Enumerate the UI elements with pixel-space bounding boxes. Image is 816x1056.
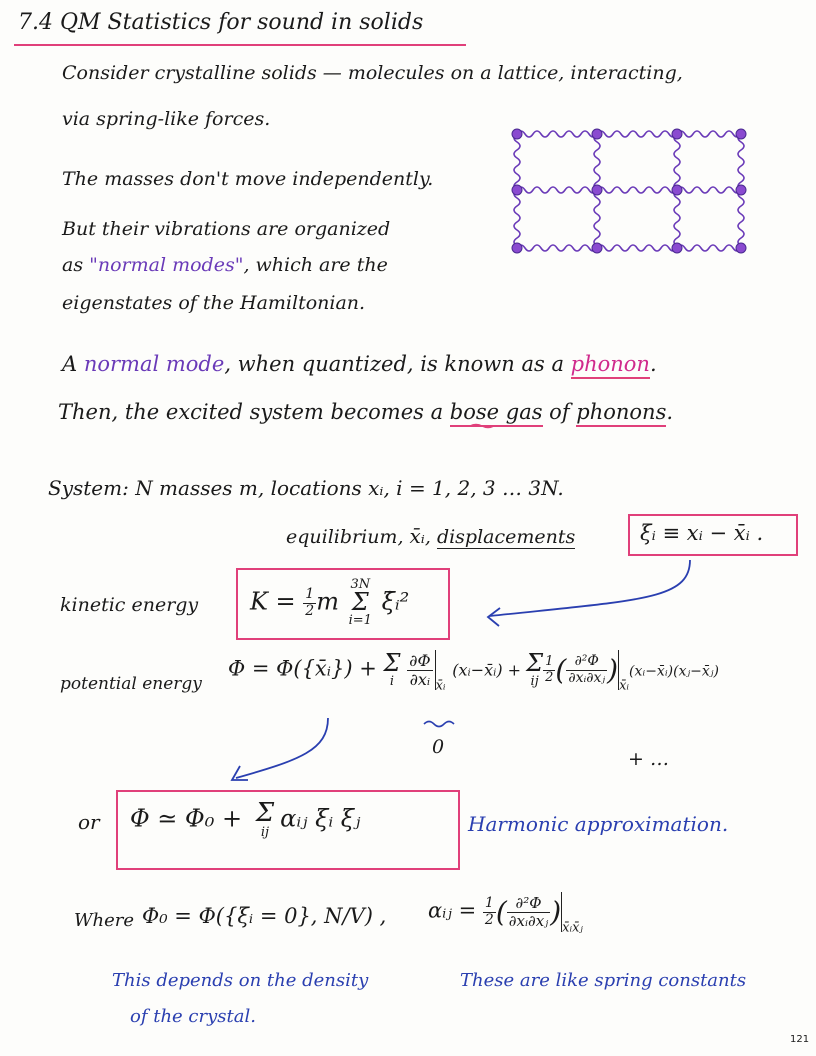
eval-point-1: x̄ᵢ bbox=[435, 678, 446, 694]
mass bbox=[512, 185, 522, 195]
sum-index-2: ij bbox=[530, 673, 539, 689]
frac-den: 2 bbox=[484, 911, 494, 928]
arrow-head-harmonic bbox=[232, 766, 248, 780]
phonon-line-2-a: Then, the excited system becomes a bbox=[58, 400, 450, 424]
mass bbox=[592, 129, 602, 139]
harmonic-term: αᵢⱼ ξᵢ ξⱼ bbox=[280, 804, 361, 833]
sum-index: i bbox=[389, 673, 395, 689]
harmonic-equation bbox=[130, 800, 360, 840]
intro-line-5-a: as bbox=[62, 254, 90, 276]
section-title: 7.4 QM Statistics for sound in solids bbox=[18, 10, 424, 35]
normal-mode-term: normal mode bbox=[83, 352, 225, 376]
higher-order-terms: + … bbox=[628, 748, 669, 770]
phonon-line-2 bbox=[58, 400, 673, 424]
phonon-line-1-a: A bbox=[62, 352, 84, 376]
mass bbox=[672, 243, 682, 253]
arrow-to-harmonic bbox=[236, 718, 328, 778]
spring bbox=[597, 131, 677, 137]
intro-line-5 bbox=[62, 254, 388, 276]
potential-term-1: (xᵢ−x̄ᵢ) + bbox=[452, 660, 527, 680]
system-line-2 bbox=[286, 524, 575, 548]
potential-label: potential energy bbox=[60, 674, 202, 694]
mass bbox=[592, 185, 602, 195]
x-bar-symbol: x̄ᵢ bbox=[409, 524, 425, 548]
spring bbox=[594, 134, 600, 190]
kinetic-lhs: K = bbox=[250, 587, 304, 616]
potential-lhs: Φ = Φ({x̄ᵢ}) + bbox=[228, 656, 384, 681]
spring bbox=[594, 190, 600, 249]
where-label: Where bbox=[74, 910, 135, 931]
alpha-definition: αᵢⱼ = $\frac{1}{2}$ ( $\frac{\text{∂²Φ}}{\text{∂xᵢ∂xⱼ}}$ )$_{x̄ᵢx̄ⱼ}$ bbox=[428, 894, 583, 936]
sum-lower: i=1 bbox=[348, 612, 372, 628]
system-line-2-b: , bbox=[424, 526, 437, 548]
mass bbox=[672, 185, 682, 195]
spring bbox=[677, 131, 741, 137]
intro-line-2: via spring-like forces. bbox=[62, 108, 271, 130]
displacements-term: displacements bbox=[436, 526, 576, 548]
title-underline bbox=[14, 44, 466, 46]
potential-term-2: (xᵢ−x̄ᵢ)(xⱼ−x̄ⱼ) bbox=[629, 663, 719, 680]
system-line-1-b: , i = 1, 2, 3 … 3N. bbox=[383, 476, 564, 500]
spring bbox=[738, 190, 744, 249]
spring bbox=[674, 190, 680, 249]
kinetic-mass: m bbox=[316, 587, 339, 616]
intro-line-1: Consider crystalline solids — molecules on a lattice, interacting, bbox=[62, 62, 683, 84]
zero-squiggle bbox=[424, 722, 454, 727]
phonon-term: phonon bbox=[571, 352, 650, 379]
intro-line-5-c: , which are the bbox=[243, 254, 388, 276]
frac-num: 1 bbox=[305, 586, 315, 603]
kinetic-equation bbox=[250, 578, 409, 628]
phonon-line-1 bbox=[62, 352, 657, 376]
bose-gas-term: bose gas bbox=[450, 400, 543, 427]
alpha-eval-point: x̄ᵢx̄ⱼ bbox=[562, 920, 583, 936]
deriv2-num: ∂²Φ bbox=[507, 895, 550, 913]
page-number: 121 bbox=[790, 1034, 810, 1045]
arrow-head-kinetic bbox=[488, 608, 500, 626]
first-order-zero: 0 bbox=[432, 736, 445, 758]
phonon-line-2-b: of bbox=[542, 400, 577, 424]
alpha-half bbox=[483, 896, 496, 928]
sum-index: ij bbox=[260, 825, 270, 840]
phonon-line-1-b: , when quantized, is known as a bbox=[224, 352, 571, 376]
lattice-diagram bbox=[505, 120, 755, 270]
mass bbox=[672, 129, 682, 139]
spring bbox=[597, 187, 677, 193]
spring bbox=[517, 245, 597, 251]
frac-num: 1 bbox=[545, 654, 554, 670]
deriv2-den: ∂xᵢ∂xⱼ bbox=[508, 911, 549, 930]
mass bbox=[736, 243, 746, 253]
harmonic-label: Harmonic approximation. bbox=[468, 812, 729, 836]
system-line-2-a: equilibrium, bbox=[286, 526, 410, 548]
frac-num: 1 bbox=[484, 895, 494, 912]
deriv2-den: ∂xᵢ∂xⱼ bbox=[568, 669, 606, 686]
deriv2-num: ∂²Φ bbox=[566, 654, 607, 670]
sum-upper: 3N bbox=[350, 577, 371, 592]
mass bbox=[736, 129, 746, 139]
potential-half bbox=[543, 655, 555, 685]
density-note-2: of the crystal. bbox=[130, 1006, 256, 1027]
kinetic-label: kinetic energy bbox=[60, 594, 199, 616]
frac-den: 2 bbox=[545, 669, 554, 685]
x-i-symbol: xᵢ bbox=[368, 476, 384, 500]
intro-line-4: But their vibrations are organized bbox=[62, 218, 391, 240]
deriv-num: ∂Φ bbox=[409, 650, 431, 670]
intro-line-6: eigenstates of the Hamiltonian. bbox=[62, 292, 366, 314]
spring bbox=[597, 245, 677, 251]
phonon-line-2-c: . bbox=[666, 400, 674, 424]
mass bbox=[592, 243, 602, 253]
mass bbox=[512, 129, 522, 139]
intro-line-3: The masses don't move independently. bbox=[62, 168, 434, 190]
alpha-lhs: αᵢⱼ = bbox=[428, 898, 483, 923]
alpha-second-derivative bbox=[507, 895, 550, 929]
spring bbox=[517, 187, 597, 193]
spring bbox=[514, 190, 520, 249]
potential-sum-2: Σ ij bbox=[526, 648, 544, 689]
sum-symbol: Σ bbox=[383, 648, 401, 677]
displacement-definition: ξᵢ ≡ xᵢ − x̄ᵢ . bbox=[640, 521, 764, 545]
spring bbox=[677, 245, 741, 251]
deriv-den: ∂xᵢ bbox=[409, 669, 431, 689]
normal-modes-term: "normal modes" bbox=[89, 254, 244, 276]
or-label: or bbox=[78, 810, 100, 834]
spring bbox=[738, 134, 744, 190]
phi0-definition: Φ₀ = Φ({ξᵢ = 0}, N/V) , bbox=[142, 904, 387, 928]
kinetic-half bbox=[303, 587, 316, 619]
mass bbox=[736, 185, 746, 195]
spring bbox=[674, 134, 680, 190]
harmonic-lhs: Φ ≃ Φ₀ + bbox=[130, 804, 250, 833]
potential-first-derivative bbox=[407, 652, 432, 688]
frac-den: 2 bbox=[305, 602, 315, 619]
potential-sum-1 bbox=[383, 648, 401, 689]
spring bbox=[517, 131, 597, 137]
potential-equation: Φ = Φ({x̄ᵢ}) + Σ i $\frac{\partial\Phi}{\text{∂xᵢ}}$ $_{x̄ᵢ}$ (xᵢ−x̄ᵢ) + Σ ij $\frac{1}{2}$ ( $\frac{\text{∂²Φ}}{\text{∂xᵢ∂xⱼ}}$ )$_{x̄ᵢ}(xᵢ-x̄ᵢ)(xⱼ-x̄ⱼ)$ bbox=[228, 648, 719, 694]
mass bbox=[512, 243, 522, 253]
kinetic-term: ξ̇ᵢ² bbox=[381, 587, 410, 616]
lattice-springs bbox=[514, 131, 744, 251]
eval-point-2: x̄ᵢ bbox=[619, 678, 630, 694]
spring bbox=[514, 134, 520, 190]
potential-second-derivative bbox=[566, 654, 607, 686]
spring bbox=[677, 187, 741, 193]
phonons-term: phonons bbox=[576, 400, 666, 427]
density-note-1: This depends on the density bbox=[112, 970, 369, 991]
arrow-to-kinetic bbox=[490, 560, 690, 616]
phonon-line-1-c: . bbox=[649, 352, 657, 376]
system-line-1-a: System: N masses m, locations bbox=[48, 476, 369, 500]
system-line-1 bbox=[48, 476, 564, 500]
harmonic-sum: Σ ij bbox=[255, 798, 275, 840]
kinetic-sum: 3N Σ i=1 bbox=[348, 577, 372, 628]
spring-constants-note: These are like spring constants bbox=[460, 970, 747, 991]
